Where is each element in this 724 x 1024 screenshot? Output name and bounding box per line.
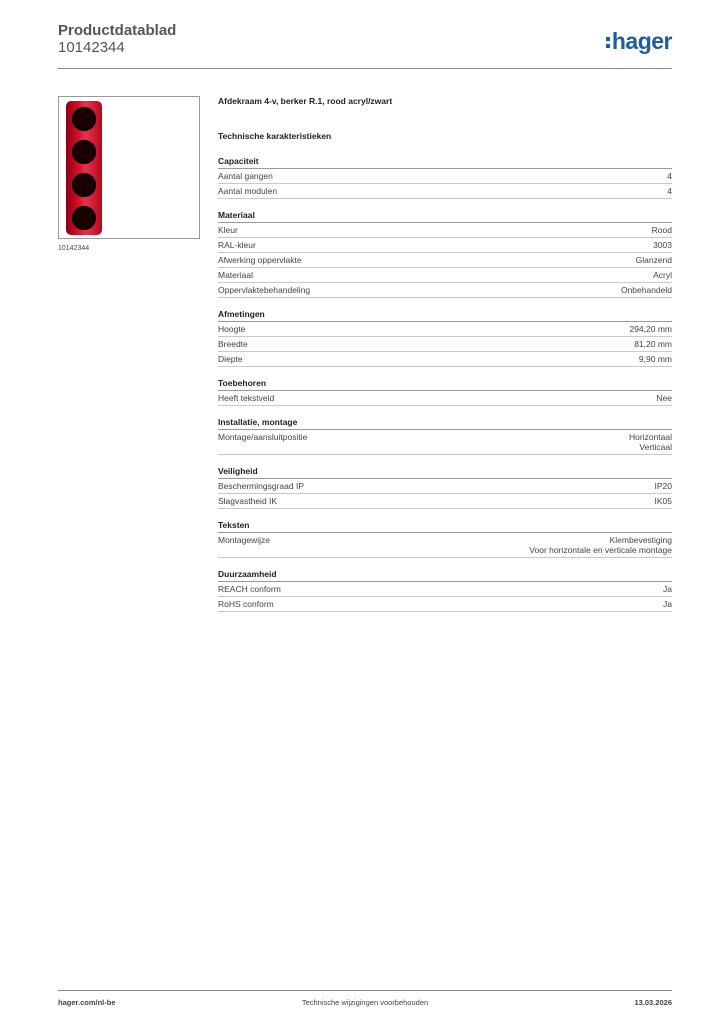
spec-value xyxy=(639,354,672,364)
spec-value-line: IP20 xyxy=(654,481,672,491)
spec-section-title: Capaciteit xyxy=(218,156,672,169)
spec-label: RAL-kleur xyxy=(218,240,256,250)
header-divider xyxy=(58,68,672,69)
spec-row xyxy=(218,184,672,199)
spec-value-line: 81,20 mm xyxy=(634,339,672,349)
spec-value-line: 294,20 mm xyxy=(629,324,672,334)
spec-section xyxy=(218,210,672,298)
spec-section xyxy=(218,466,672,509)
spec-value xyxy=(629,324,672,334)
spec-value-line: 4 xyxy=(667,186,672,196)
spec-row xyxy=(218,479,672,494)
spec-value-line: Klembevestiging xyxy=(609,535,672,545)
spec-label: Diepte xyxy=(218,354,243,364)
spec-section-title: Afmetingen xyxy=(218,309,672,322)
spec-label: Aantal gangen xyxy=(218,171,273,181)
spec-section xyxy=(218,378,672,406)
spec-value-line: Verticaal xyxy=(639,442,672,452)
logo-dots-icon xyxy=(606,34,610,50)
spec-value xyxy=(621,285,672,295)
spec-label: Montagewijze xyxy=(218,535,270,545)
spec-label: REACH conform xyxy=(218,584,281,594)
product-title: Afdekraam 4-v, berker R.1, rood acryl/zwart xyxy=(218,96,393,106)
spec-value-line: 9,90 mm xyxy=(638,354,672,364)
spec-label: RoHS conform xyxy=(218,599,274,609)
spec-row xyxy=(218,582,672,597)
spec-value-line: Horizontaal xyxy=(629,432,672,442)
footer-website[interactable]: hager.com/nl-be xyxy=(58,998,116,1007)
spec-value xyxy=(652,225,672,235)
spec-section-title: Duurzaamheid xyxy=(218,569,672,582)
spec-value-line: Nee xyxy=(656,393,672,403)
section-heading: Technische karakteristieken xyxy=(218,131,332,141)
spec-section-title: Toebehoren xyxy=(218,378,672,391)
spec-label: Materiaal xyxy=(218,270,253,280)
spec-row xyxy=(218,494,672,509)
spec-row xyxy=(218,337,672,352)
spec-label: Breedte xyxy=(218,339,248,349)
spec-value xyxy=(655,481,673,491)
spec-section xyxy=(218,569,672,612)
spec-value xyxy=(667,186,672,196)
spec-value-line: Onbehandeld xyxy=(620,285,672,295)
spec-value xyxy=(629,432,672,452)
spec-label: Montage/aansluitpositie xyxy=(218,432,308,442)
spec-row xyxy=(218,223,672,238)
spec-row xyxy=(218,430,672,455)
spec-section xyxy=(218,156,672,199)
spec-label: Slagvastheid IK xyxy=(218,496,278,506)
product-image xyxy=(58,96,200,239)
spec-row xyxy=(218,533,672,558)
hager-logo xyxy=(606,28,672,55)
cover-frame-icon xyxy=(66,101,102,235)
spec-section xyxy=(218,417,672,455)
spec-row xyxy=(218,322,672,337)
spec-section-title: Veiligheid xyxy=(218,466,672,479)
spec-value-line: Ja xyxy=(663,599,672,609)
spec-value xyxy=(656,393,672,403)
spec-label: Afwerking oppervlakte xyxy=(218,255,302,265)
frame-opening xyxy=(72,140,96,164)
spec-value-line: Acryl xyxy=(653,270,672,280)
spec-row xyxy=(218,352,672,367)
spec-value-line: Glanzend xyxy=(635,255,672,265)
spec-row xyxy=(218,391,672,406)
spec-value xyxy=(667,171,672,181)
spec-section-title: Teksten xyxy=(218,520,672,533)
footer-date: 13.03.2026 xyxy=(634,998,672,1007)
spec-row xyxy=(218,597,672,612)
image-caption: 10142344 xyxy=(58,245,90,252)
spec-label: Aantal modulen xyxy=(218,186,278,196)
spec-label: Heeft tekstveld xyxy=(218,393,275,403)
spec-label: Beschermingsgraad IP xyxy=(218,481,304,491)
product-number: 10142344 xyxy=(58,39,125,56)
page-header xyxy=(58,22,672,70)
frame-opening xyxy=(72,206,96,230)
spec-row xyxy=(218,253,672,268)
frame-opening xyxy=(72,107,96,131)
spec-value xyxy=(634,339,672,349)
spec-value-line: Rood xyxy=(651,225,672,235)
spec-value-line: 3003 xyxy=(653,240,672,250)
spec-section-title: Installatie, montage xyxy=(218,417,672,430)
spec-value xyxy=(663,584,672,594)
specifications xyxy=(218,96,672,623)
spec-value xyxy=(636,255,672,265)
spec-value-line: Ja xyxy=(663,584,672,594)
frame-opening xyxy=(72,173,96,197)
document-title: Productdatablad xyxy=(58,22,177,39)
footer-divider xyxy=(58,990,672,991)
spec-value xyxy=(653,240,672,250)
spec-value xyxy=(663,599,672,609)
spec-section xyxy=(218,309,672,367)
spec-row xyxy=(218,238,672,253)
spec-value xyxy=(653,270,672,280)
spec-label: Hoogte xyxy=(218,324,246,334)
spec-value xyxy=(529,535,672,555)
spec-value-line: IK05 xyxy=(654,496,672,506)
spec-sections xyxy=(218,156,672,612)
spec-label: Kleur xyxy=(218,225,238,235)
footer-notice: Technische wijzigingen voorbehouden xyxy=(301,998,429,1007)
spec-value-line: Voor horizontale en verticale montage xyxy=(529,545,672,555)
spec-row xyxy=(218,268,672,283)
spec-section xyxy=(218,520,672,558)
spec-label: Oppervlaktebehandeling xyxy=(218,285,311,295)
spec-value xyxy=(655,496,673,506)
spec-row xyxy=(218,283,672,298)
spec-value-line: 4 xyxy=(667,171,672,181)
spec-section-title: Materiaal xyxy=(218,210,672,223)
spec-row xyxy=(218,169,672,184)
logo-text: hager xyxy=(611,28,672,54)
